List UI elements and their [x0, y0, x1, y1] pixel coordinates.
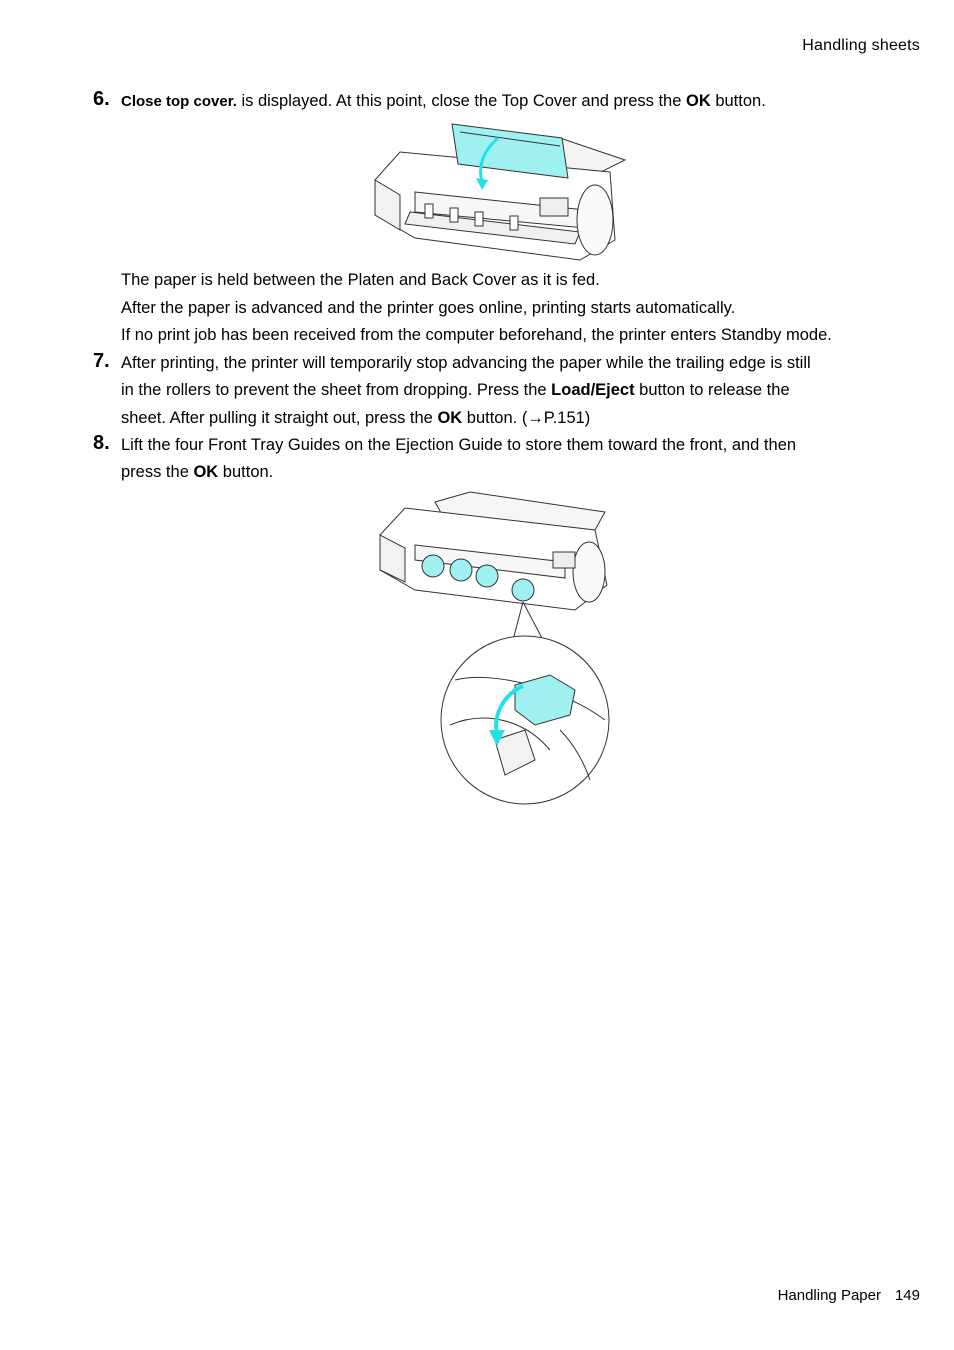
step-7-line-1: After printing, the printer will temporarily stop advancing the paper while the trailing edge is still — [121, 354, 811, 372]
step-7-line-3 — [121, 409, 590, 428]
step-6-text — [121, 92, 766, 111]
note-line-3: If no print job has been received from the computer beforehand, the printer enters Standby mode. — [121, 326, 832, 344]
step-7-text-d: button. (→P.151) — [462, 409, 591, 427]
step-6-text-a: is displayed. At this point, close the Top Cover and press the — [236, 92, 686, 110]
note-line-1: The paper is held between the Platen and Back Cover as it is fed. — [121, 271, 600, 289]
step-8-text-b: button. — [218, 463, 274, 481]
step-7-text-a: in the rollers to prevent the sheet from dropping. Press the — [121, 381, 552, 399]
step-6-message: Close top cover. — [121, 93, 237, 110]
footer-section: Handling Paper — [777, 1287, 881, 1304]
note-line-2: After the paper is advanced and the printer goes online, printing starts automatically. — [121, 299, 736, 317]
step-8-text-a: press the — [121, 463, 194, 481]
step-8-line-2 — [121, 463, 273, 482]
front-tray-guides-figure — [375, 490, 625, 810]
ok-button-label: OK — [437, 409, 463, 427]
running-header: Handling sheets — [802, 37, 920, 54]
step-8-number: 8. — [93, 432, 110, 454]
step-6-text-b: button. — [710, 92, 766, 110]
load-eject-button-label: Load/Eject — [551, 381, 635, 399]
step-7-text-c: sheet. After pulling it straight out, press the — [121, 409, 438, 427]
step-8-line-1: Lift the four Front Tray Guides on the Ejection Guide to store them toward the front, and then — [121, 436, 797, 454]
step-7-line-2 — [121, 381, 790, 400]
step-6-number: 6. — [93, 88, 110, 110]
printer-top-cover-figure — [370, 120, 630, 262]
ok-button-label: OK — [193, 463, 219, 481]
ok-button-label: OK — [686, 92, 711, 110]
page-number: 149 — [894, 1287, 920, 1304]
step-7-number: 7. — [93, 350, 110, 372]
page-footer — [778, 1287, 920, 1304]
step-7-text-b: button to release the — [634, 381, 790, 399]
